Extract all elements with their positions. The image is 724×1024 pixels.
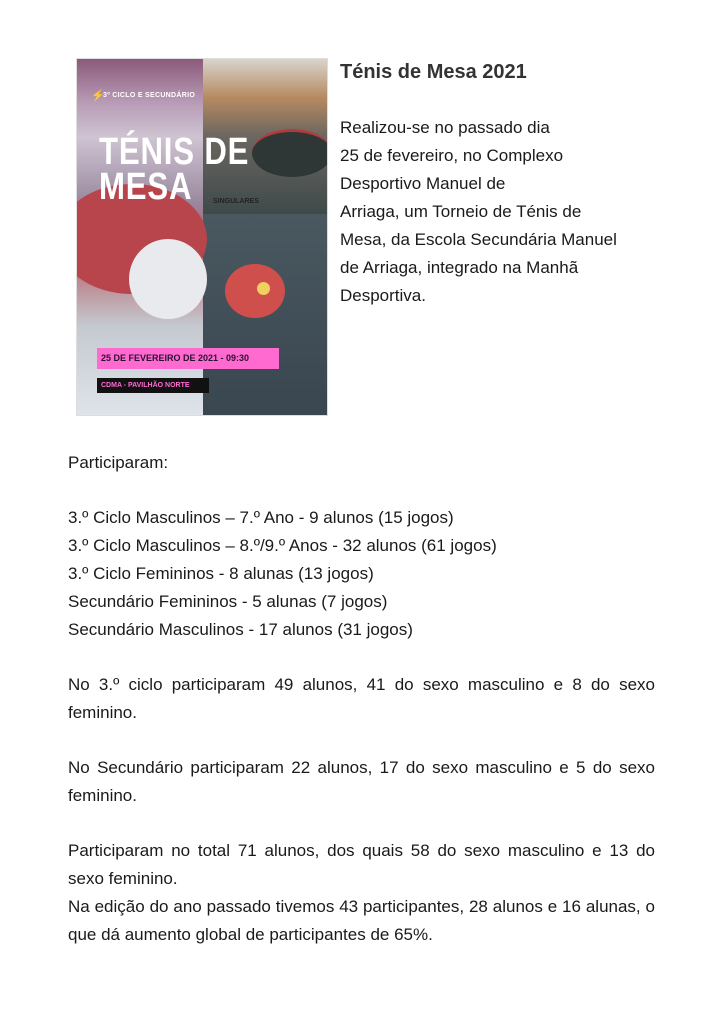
lightning-icon: ⚡ bbox=[91, 90, 105, 102]
ball-image bbox=[129, 239, 207, 319]
intro-line: Realizou-se no passado dia bbox=[340, 118, 550, 137]
intro-line: Desportivo Manuel de bbox=[340, 174, 506, 193]
intro-line: Arriaga, um Torneio de Ténis de bbox=[340, 202, 582, 221]
category-line: 3.º Ciclo Masculinos – 7.º Ano - 9 alunos (15 jogos) bbox=[68, 508, 454, 527]
article-body bbox=[68, 449, 655, 949]
category-line: Secundário Masculinos - 17 alunos (31 jogos) bbox=[68, 620, 413, 639]
intro-line: de Arriaga, integrado na Manhã bbox=[340, 258, 579, 277]
intro-paragraph bbox=[340, 114, 650, 310]
category-line: 3.º Ciclo Masculinos – 8.º/9.º Anos - 32 alunos (61 jogos) bbox=[68, 536, 497, 555]
poster-title bbox=[99, 131, 250, 208]
ball-image bbox=[257, 282, 270, 295]
category-line: Secundário Femininos - 5 alunas (7 jogos) bbox=[68, 592, 388, 611]
paragraph: Na edição do ano passado tivemos 43 participantes, 28 alunos e 16 alunas, o que dá aumento global de participantes de 65%. bbox=[68, 897, 655, 944]
poster-category: SINGULARES bbox=[213, 198, 259, 205]
paragraph: No Secundário participaram 22 alunos, 17 do sexo masculino e 5 do sexo feminino. bbox=[68, 758, 655, 805]
article-title: Ténis de Mesa 2021 bbox=[340, 61, 527, 83]
paragraph: Participaram no total 71 alunos, dos quais 58 do sexo masculino e 13 do sexo feminino. bbox=[68, 841, 655, 888]
intro-line: Mesa, da Escola Secundária Manuel bbox=[340, 230, 617, 249]
event-poster bbox=[76, 58, 328, 416]
poster-location: CDMA - PAVILHÃO NORTE bbox=[97, 378, 209, 393]
paddle-image bbox=[252, 129, 328, 177]
poster-title-line: TÉNIS DE bbox=[99, 131, 250, 173]
category-line: 3.º Ciclo Femininos - 8 alunas (13 jogos) bbox=[68, 564, 374, 583]
paragraph: No 3.º ciclo participaram 49 alunos, 41 do sexo masculino e 8 do sexo feminino. bbox=[68, 675, 655, 722]
intro-line: 25 de fevereiro, no Complexo bbox=[340, 146, 564, 165]
poster-title-line: MESA bbox=[99, 166, 193, 208]
participants-heading: Participaram: bbox=[68, 453, 169, 472]
intro-line: Desportiva. bbox=[340, 286, 426, 305]
poster-date: 25 DE FEVEREIRO DE 2021 - 09:30 bbox=[97, 348, 279, 369]
paddle-image bbox=[225, 264, 285, 318]
poster-subtitle: 3º CICLO E SECUNDÁRIO bbox=[103, 92, 196, 99]
